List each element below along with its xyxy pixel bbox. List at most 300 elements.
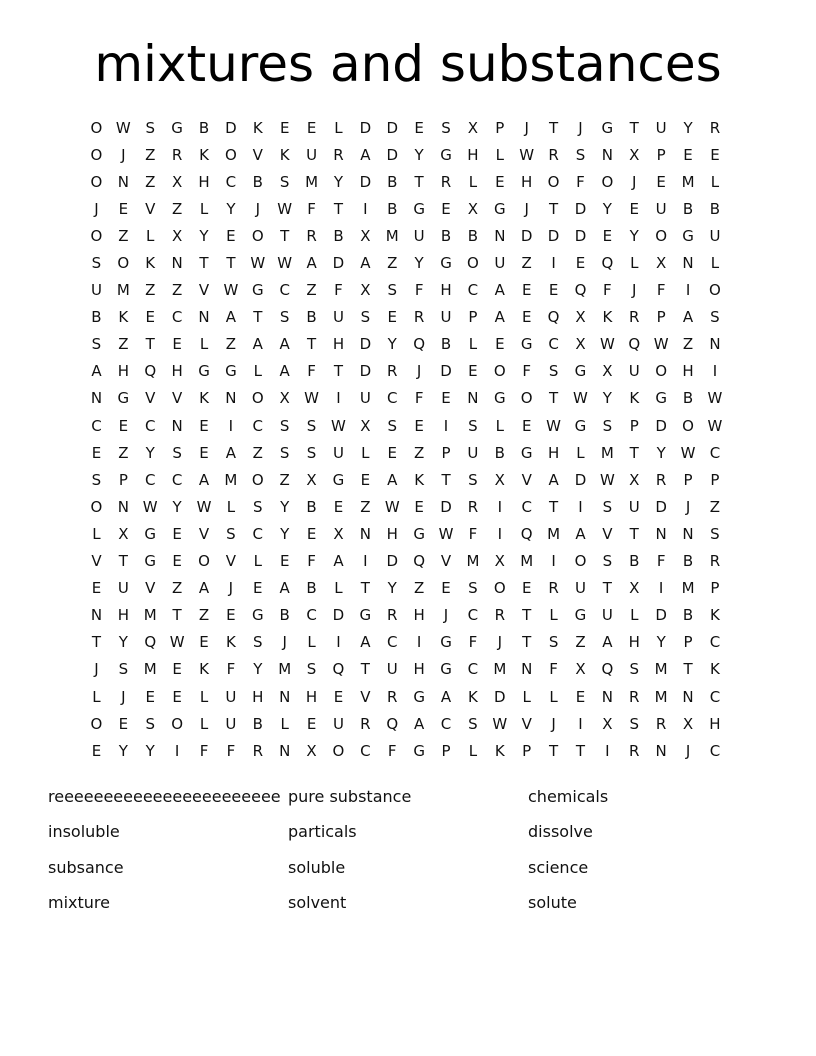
grid-letter: U: [628, 497, 640, 516]
grid-letter: S: [387, 281, 397, 300]
grid-letter: X: [306, 470, 317, 489]
grid-letter: Z: [575, 633, 586, 652]
grid-letter: P: [710, 470, 720, 489]
word-bank-item: pure substance: [288, 787, 412, 806]
grid-letter: V: [521, 470, 532, 489]
grid-letter: Z: [413, 579, 425, 598]
grid-letter: E: [548, 281, 559, 300]
word-bank: [48, 779, 768, 920]
grid-letter: K: [467, 687, 478, 706]
grid-letter: V: [145, 389, 156, 408]
grid-letter: L: [280, 714, 289, 733]
grid-letter: I: [578, 714, 583, 733]
grid-letter: K: [602, 308, 613, 327]
grid-letter: E: [199, 443, 209, 462]
grid-letter: C: [440, 714, 452, 733]
grid-letter: P: [629, 416, 639, 435]
grid-letter: G: [440, 633, 452, 652]
grid-letter: S: [306, 443, 317, 462]
grid-letter: O: [574, 552, 587, 571]
grid-letter: A: [414, 714, 425, 733]
grid-letter: X: [494, 552, 505, 571]
grid-letter: A: [279, 335, 290, 354]
grid-letter: Z: [118, 226, 129, 245]
grid-letter: A: [494, 281, 505, 300]
grid-letter: S: [629, 660, 640, 679]
grid-letter: M: [654, 687, 668, 706]
grid-letter: F: [468, 524, 478, 543]
grid-letter: W: [384, 497, 400, 516]
grid-letter: E: [333, 687, 344, 706]
grid-letter: M: [654, 660, 668, 679]
grid-letter: J: [578, 118, 583, 137]
grid-letter: L: [334, 579, 343, 598]
grid-letter: E: [683, 145, 693, 164]
grid-letter: L: [576, 443, 585, 462]
grid-letter: M: [681, 172, 695, 191]
grid-letter: A: [360, 254, 371, 273]
grid-row: [83, 602, 728, 629]
grid-letter: K: [145, 254, 156, 273]
grid-letter: N: [198, 308, 210, 327]
grid-letter: R: [360, 714, 371, 733]
grid-letter: V: [440, 552, 452, 571]
grid-letter: R: [548, 145, 559, 164]
grid-row: [83, 277, 728, 304]
grid-letter: E: [495, 335, 505, 354]
grid-letter: W: [707, 389, 723, 408]
grid-letter: Z: [387, 254, 398, 273]
grid-letter: E: [172, 335, 182, 354]
grid-letter: Y: [602, 389, 612, 408]
word-bank-item: soluble: [288, 857, 346, 877]
grid-row: [83, 331, 728, 358]
grid-letter: L: [199, 714, 209, 733]
grid-letter: J: [632, 172, 637, 191]
grid-letter: E: [145, 687, 155, 706]
grid-letter: F: [549, 660, 558, 679]
grid-row: [83, 710, 728, 737]
grid-letter: G: [574, 362, 587, 381]
grid-letter: L: [199, 687, 209, 706]
grid-letter: Y: [145, 741, 155, 760]
grid-letter: G: [144, 552, 157, 571]
grid-letter: Z: [171, 199, 183, 218]
grid-letter: R: [440, 172, 452, 191]
grid-letter: N: [279, 741, 291, 760]
grid-letter: Z: [118, 335, 129, 354]
grid-letter: Q: [144, 362, 157, 381]
grid-letter: B: [682, 552, 694, 571]
grid-letter: E: [118, 416, 129, 435]
grid-letter: D: [655, 416, 667, 435]
grid-letter: L: [199, 199, 209, 218]
grid-letter: S: [91, 335, 102, 354]
grid-letter: N: [655, 524, 667, 543]
grid-letter: J: [121, 687, 126, 706]
grid-letter: V: [225, 552, 237, 571]
grid-letter: U: [574, 579, 586, 598]
grid-letter: T: [522, 606, 532, 625]
grid-letter: S: [279, 416, 290, 435]
grid-letter: Q: [413, 552, 426, 571]
grid-letter: J: [94, 660, 99, 679]
grid-letter: V: [145, 579, 156, 598]
grid-letter: V: [91, 552, 102, 571]
grid-letter: G: [574, 606, 587, 625]
grid-row: [83, 656, 728, 683]
grid-letter: G: [171, 118, 183, 137]
grid-letter: K: [629, 389, 640, 408]
grid-letter: E: [521, 579, 532, 598]
grid-letter: T: [549, 389, 559, 408]
grid-letter: L: [334, 118, 343, 137]
grid-letter: W: [438, 524, 454, 543]
grid-letter: O: [493, 362, 506, 381]
grid-letter: Z: [145, 281, 156, 300]
grid-letter: C: [225, 172, 237, 191]
grid-letter: X: [575, 335, 586, 354]
grid-letter: U: [709, 226, 721, 245]
grid-letter: G: [413, 687, 425, 706]
grid-letter: M: [466, 552, 480, 571]
grid-letter: S: [548, 633, 559, 652]
grid-letter: C: [467, 660, 479, 679]
grid-letter: C: [387, 389, 398, 408]
grid-letter: O: [332, 741, 345, 760]
grid-letter: S: [118, 660, 129, 679]
grid-row: [83, 683, 728, 710]
grid-letter: K: [199, 389, 209, 408]
grid-letter: W: [573, 389, 588, 408]
grid-letter: Y: [683, 118, 693, 137]
grid-letter: F: [334, 281, 343, 300]
grid-letter: L: [495, 145, 504, 164]
grid-letter: X: [629, 579, 640, 598]
grid-letter: T: [549, 741, 559, 760]
grid-letter: S: [548, 362, 559, 381]
grid-letter: G: [440, 145, 452, 164]
grid-letter: T: [549, 199, 559, 218]
grid-letter: S: [387, 416, 397, 435]
grid-letter: A: [602, 633, 613, 652]
grid-letter: H: [252, 687, 264, 706]
grid-letter: S: [172, 443, 182, 462]
grid-letter: E: [253, 579, 263, 598]
grid-letter: X: [629, 470, 640, 489]
grid-letter: M: [278, 660, 292, 679]
grid-row: [83, 737, 728, 764]
grid-letter: E: [172, 524, 182, 543]
grid-letter: W: [304, 389, 319, 408]
grid-letter: T: [575, 741, 586, 760]
grid-letter: R: [387, 362, 398, 381]
grid-letter: E: [172, 660, 182, 679]
grid-letter: X: [171, 226, 183, 245]
grid-letter: B: [682, 389, 694, 408]
grid-letter: R: [387, 687, 398, 706]
word-bank-item: insoluble: [48, 822, 120, 842]
grid-letter: I: [605, 741, 610, 760]
grid-letter: R: [655, 470, 667, 489]
grid-letter: Y: [280, 497, 290, 516]
grid-letter: U: [655, 199, 667, 218]
grid-letter: Y: [226, 199, 236, 218]
grid-letter: C: [709, 443, 721, 462]
grid-letter: A: [279, 362, 290, 381]
grid-letter: T: [199, 254, 209, 273]
grid-letter: P: [656, 145, 666, 164]
grid-letter: A: [225, 443, 237, 462]
grid-letter: X: [467, 118, 479, 137]
grid-letter: O: [90, 226, 103, 245]
grid-letter: U: [117, 579, 129, 598]
grid-letter: H: [413, 660, 425, 679]
grid-letter: W: [250, 254, 266, 273]
grid-letter: F: [307, 199, 316, 218]
grid-letter: O: [90, 172, 103, 191]
grid-letter: D: [494, 687, 506, 706]
grid-letter: B: [682, 606, 694, 625]
grid-letter: A: [225, 308, 237, 327]
grid-letter: I: [712, 362, 718, 381]
grid-letter: G: [359, 606, 372, 625]
grid-letter: P: [656, 308, 666, 327]
grid-letter: B: [682, 199, 694, 218]
grid-letter: J: [685, 741, 691, 760]
grid-letter: L: [710, 172, 720, 191]
grid-letter: O: [90, 497, 103, 516]
grid-letter: B: [252, 172, 263, 191]
grid-letter: B: [198, 118, 210, 137]
grid-row: [83, 249, 728, 276]
grid-letter: R: [467, 497, 479, 516]
grid-letter: T: [280, 226, 290, 245]
grid-letter: C: [252, 416, 264, 435]
grid-letter: Z: [709, 497, 721, 516]
grid-letter: S: [91, 470, 102, 489]
grid-letter: H: [547, 443, 560, 462]
grid-letter: E: [306, 714, 317, 733]
word-bank-item: solute: [528, 892, 577, 912]
grid-letter: H: [682, 362, 694, 381]
grid-letter: K: [414, 470, 425, 489]
grid-letter: X: [306, 741, 317, 760]
grid-letter: U: [225, 687, 237, 706]
grid-letter: O: [117, 254, 130, 273]
grid-row: [83, 114, 728, 141]
grid-letter: I: [685, 281, 691, 300]
grid-letter: C: [171, 470, 183, 489]
grid-letter: Y: [656, 633, 666, 652]
grid-letter: L: [146, 226, 155, 245]
grid-letter: U: [306, 145, 318, 164]
grid-letter: T: [226, 254, 236, 273]
grid-letter: G: [413, 741, 425, 760]
grid-letter: N: [90, 606, 103, 625]
grid-letter: Z: [521, 254, 532, 273]
grid-letter: F: [656, 281, 666, 300]
grid-letter: T: [441, 470, 451, 489]
grid-letter: E: [172, 552, 182, 571]
grid-letter: D: [440, 362, 452, 381]
grid-letter: R: [709, 552, 721, 571]
grid-letter: X: [682, 714, 694, 733]
grid-letter: F: [226, 741, 236, 760]
grid-letter: A: [548, 470, 559, 489]
grid-letter: J: [524, 199, 529, 218]
grid-letter: G: [601, 118, 614, 137]
grid-letter: W: [331, 416, 346, 435]
grid-row: [83, 548, 728, 575]
grid-letter: N: [171, 416, 183, 435]
grid-letter: W: [142, 497, 158, 516]
grid-letter: T: [522, 633, 532, 652]
grid-letter: M: [385, 226, 399, 245]
grid-letter: E: [495, 172, 505, 191]
grid-letter: B: [91, 308, 102, 327]
grid-letter: E: [575, 254, 586, 273]
grid-letter: S: [279, 308, 290, 327]
grid-letter: W: [492, 714, 508, 733]
grid-letter: D: [655, 606, 667, 625]
word-bank-item: dissolve: [528, 822, 593, 842]
grid-letter: B: [387, 172, 398, 191]
grid-letter: S: [602, 497, 613, 516]
grid-letter: E: [414, 118, 424, 137]
grid-letter: D: [520, 226, 533, 245]
grid-row: [83, 358, 728, 385]
grid-letter: C: [467, 281, 479, 300]
grid-letter: Y: [253, 660, 263, 679]
grid-letter: N: [682, 687, 694, 706]
grid-letter: X: [494, 470, 505, 489]
grid-letter: L: [630, 606, 639, 625]
grid-letter: W: [599, 335, 615, 354]
grid-letter: U: [467, 443, 479, 462]
word-bank-item: chemicals: [528, 787, 609, 806]
grid-letter: U: [655, 118, 667, 137]
grid-letter: U: [332, 714, 344, 733]
grid-letter: B: [709, 199, 721, 218]
grid-letter: F: [576, 172, 585, 191]
grid-letter: D: [574, 470, 587, 489]
grid-letter: H: [198, 172, 210, 191]
grid-letter: T: [629, 443, 639, 462]
grid-letter: E: [172, 687, 182, 706]
page-title: mixtures and substances: [94, 35, 722, 93]
grid-letter: O: [251, 226, 264, 245]
grid-letter: Y: [414, 254, 424, 273]
grid-letter: G: [117, 389, 130, 408]
grid-letter: P: [118, 470, 128, 489]
grid-letter: J: [121, 145, 126, 164]
grid-letter: G: [413, 199, 425, 218]
grid-letter: Z: [198, 606, 210, 625]
word-search-grid: [83, 114, 728, 764]
grid-letter: O: [251, 389, 264, 408]
grid-letter: P: [441, 443, 451, 462]
grid-letter: I: [658, 579, 664, 598]
grid-letter: M: [305, 172, 319, 191]
grid-letter: S: [306, 660, 317, 679]
grid-letter: R: [252, 741, 263, 760]
grid-letter: H: [628, 633, 640, 652]
grid-letter: U: [494, 254, 506, 273]
grid-letter: S: [629, 714, 640, 733]
grid-letter: B: [306, 497, 317, 516]
grid-row: [83, 629, 728, 656]
grid-letter: E: [279, 118, 290, 137]
grid-letter: J: [416, 362, 422, 381]
grid-letter: T: [91, 633, 102, 652]
grid-letter: V: [198, 524, 210, 543]
grid-letter: D: [440, 497, 452, 516]
grid-letter: T: [629, 524, 639, 543]
grid-letter: S: [602, 416, 613, 435]
grid-letter: E: [199, 633, 209, 652]
grid-letter: T: [629, 118, 639, 137]
grid-letter: G: [413, 524, 425, 543]
grid-letter: G: [520, 335, 533, 354]
grid-letter: K: [494, 741, 505, 760]
grid-row: [83, 168, 728, 195]
word-bank-item: reeeeeeeeeeeeeeeeeeeeeee: [48, 787, 281, 806]
grid-letter: D: [574, 226, 587, 245]
grid-letter: Y: [118, 633, 128, 652]
grid-letter: L: [92, 524, 101, 543]
grid-letter: Y: [656, 443, 666, 462]
grid-letter: U: [332, 443, 344, 462]
grid-letter: W: [707, 416, 723, 435]
grid-letter: J: [443, 606, 449, 625]
grid-letter: Z: [118, 443, 129, 462]
grid-row: [83, 493, 728, 520]
grid-letter: B: [467, 226, 479, 245]
grid-letter: H: [467, 145, 479, 164]
grid-letter: W: [653, 335, 669, 354]
grid-letter: N: [494, 226, 506, 245]
grid-letter: B: [387, 199, 398, 218]
grid-letter: O: [90, 714, 103, 733]
grid-letter: T: [360, 660, 370, 679]
grid-letter: O: [682, 416, 694, 435]
grid-letter: G: [682, 226, 694, 245]
grid-letter: S: [360, 308, 371, 327]
grid-letter: B: [306, 579, 317, 598]
grid-letter: H: [440, 281, 452, 300]
grid-letter: Q: [601, 660, 614, 679]
grid-letter: Z: [145, 145, 156, 164]
grid-row: [83, 466, 728, 493]
grid-letter: H: [332, 335, 345, 354]
grid-letter: V: [252, 145, 263, 164]
grid-letter: Y: [145, 443, 155, 462]
grid-letter: E: [387, 308, 397, 327]
grid-letter: O: [90, 145, 103, 164]
grid-letter: G: [574, 416, 587, 435]
grid-letter: C: [709, 741, 721, 760]
grid-letter: V: [602, 524, 613, 543]
grid-letter: P: [683, 633, 693, 652]
grid-letter: Q: [386, 714, 399, 733]
grid-letter: X: [360, 281, 371, 300]
grid-letter: E: [91, 443, 102, 462]
grid-letter: T: [549, 118, 559, 137]
grid-letter: I: [174, 741, 180, 760]
grid-letter: I: [443, 416, 449, 435]
grid-letter: L: [92, 687, 101, 706]
